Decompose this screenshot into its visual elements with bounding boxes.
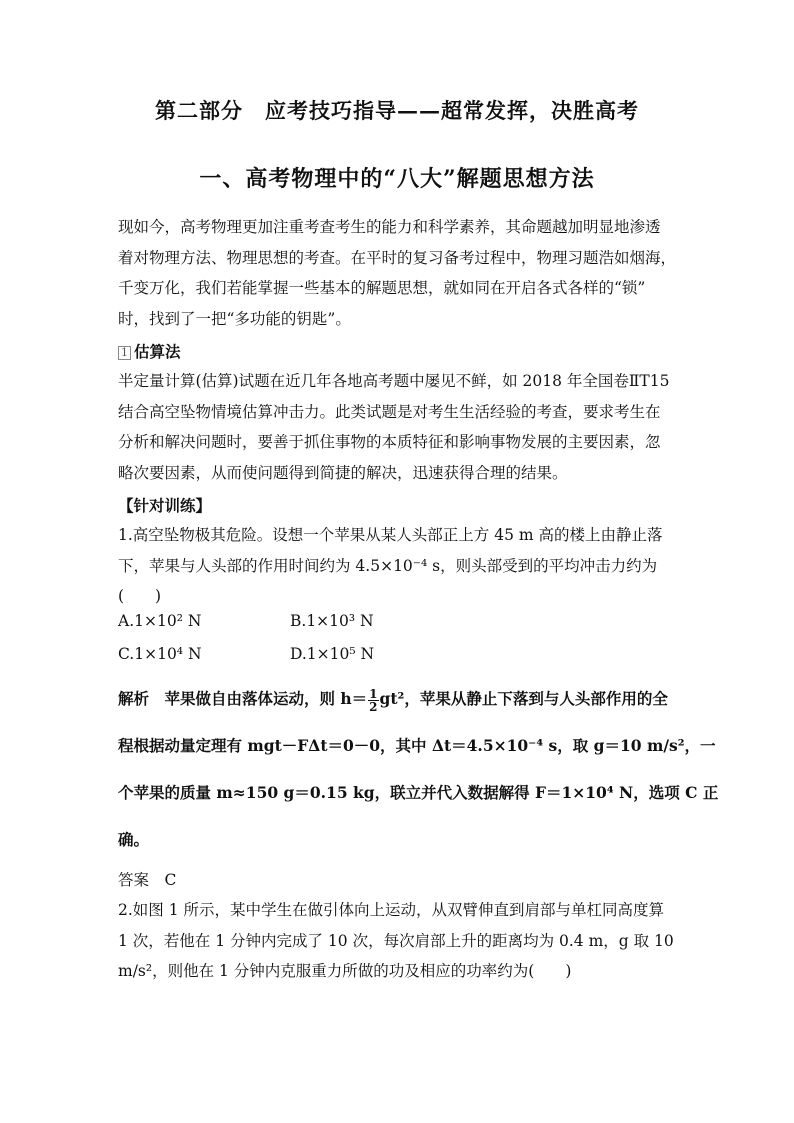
intro-line: 千变万化，我们若能掌握一些基本的解题思想，就如同在开启各式各样的“锁” [118,279,646,297]
answer-line: 答案 C [118,871,177,889]
intro-line: 时，找到了一把“多功能的钥匙”。 [118,309,351,328]
analysis-text: gt²，苹果从静止下落到与人头部作用的全 [379,689,668,708]
question-1 [118,520,678,612]
method-line: 结合高空坠物情境估算冲击力。此类试题是对考生生活经验的考查，要求考生在 [118,402,661,421]
analysis-line: 个苹果的质量 m≈150 g＝0.15 kg，联立并代入数据解得 F＝1×10⁴ N，选项 C 正 [118,783,719,802]
option-a: A.1×10² N [118,612,202,630]
analysis-line: 确。 [118,830,150,849]
analysis-block [118,675,719,863]
analysis-line: 程根据动量定理有 mgt－FΔt＝0－0，其中 Δt＝4.5×10⁻⁴ s，取 g＝10 m/s²，一 [118,736,716,755]
question-line: 下，苹果与人头部的作用时间约为 4.5×10⁻⁴ s，则头部受到的平均冲击力约为 [118,556,658,575]
intro-paragraph [118,212,678,334]
question-line: 2.如图 1 所示，某中学生在做引体向上运动，从双臂伸直到肩部与单杠同高度算 [118,901,665,919]
option-c: C.1×10⁴ N [118,645,202,663]
question-line: 1 次，若他在 1 分钟内完成了 10 次，每次肩部上升的距离均为 0.4 m，g 取 10 [118,931,674,950]
intro-line: 现如今，高考物理更加注重考查考生的能力和科学素养，其命题越加明显地渗透 [118,218,661,236]
question-line: 1.高空坠物极其危险。设想一个苹果从某人头部正上方 45 m 高的楼上由静止落 [118,526,663,544]
option-d: D.1×10⁵ N [290,645,375,663]
question-2 [118,895,678,987]
question-line: ( ) [118,587,162,605]
method-paragraph [118,366,678,488]
method-label: 估算法 [134,342,181,361]
page-title: 第二部分 应考技巧指导——超常发挥，决胜高考 [155,98,639,123]
method-line: 半定量计算(估算)试题在近几年各地高考题中屡见不鲜，如 2018 年全国卷ⅡT15 [118,372,670,390]
question-line: m/s²，则他在 1 分钟内克服重力所做的功及相应的功率约为( ) [118,962,572,980]
intro-line: 着对物理方法、物理思想的考查。在平时的复习备考过程中，物理习题浩如烟海， [118,248,677,267]
method-number: 1 [118,346,131,360]
option-b: B.1×10³ N [290,612,374,630]
method-line: 分析和解决问题时，要善于抓住事物的本质特征和影响事物发展的主要因素，忽 [118,433,661,451]
analysis-line [118,675,688,722]
method-line: 略次要因素，从而使问题得到简捷的解决，迅速获得合理的结果。 [118,463,568,482]
section-heading: 一、高考物理中的“八大”解题思想方法 [199,166,595,192]
analysis-text: 解析 苹果做自由落体运动，则 h＝ [118,689,368,708]
fraction [368,688,378,713]
method-heading [118,340,181,362]
training-header: 【针对训练】 [118,496,212,515]
fraction-denominator: 2 [369,699,378,714]
fraction-numerator: 1 [369,686,378,701]
